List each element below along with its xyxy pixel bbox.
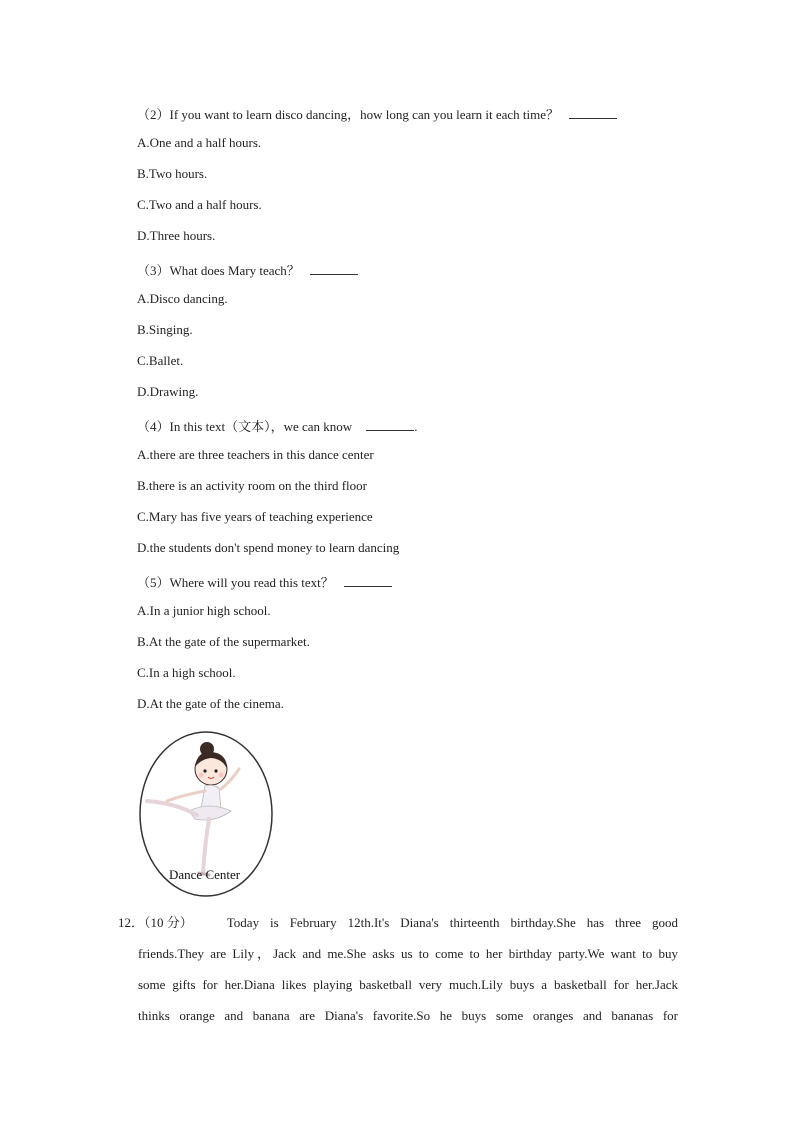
question-5-stem: （5）Where will you read this text？ (137, 572, 392, 591)
question-number: 12．（10 分） (118, 915, 193, 930)
question-12 (118, 914, 678, 1038)
option-c[interactable]: C.Ballet. (137, 353, 184, 368)
option-a[interactable]: A.In a junior high school. (137, 603, 271, 618)
dance-center-logo (139, 731, 273, 897)
answer-blank[interactable] (569, 108, 617, 119)
option-b[interactable]: B.there is an activity room on the third floor (137, 478, 367, 493)
question-4-stem: （4）In this text（文本），we can know . (137, 419, 418, 434)
passage-text: Today is February 12th.It's Diana's thirteenth birthday.She has three good (226, 915, 678, 930)
option-c[interactable]: C.Mary has five years of teaching experience (137, 509, 373, 524)
option-a[interactable]: A.One and a half hours. (137, 135, 262, 150)
option-d[interactable]: D.Drawing. (137, 384, 199, 399)
option-d[interactable]: D.the students don't spend money to learn dancing (137, 540, 400, 555)
option-d[interactable]: D.Three hours. (137, 228, 216, 243)
option-b[interactable]: B.Two hours. (137, 166, 208, 181)
option-c[interactable]: C.In a high school. (137, 665, 236, 680)
option-d[interactable]: D.At the gate of the cinema. (137, 696, 284, 711)
option-c[interactable]: C.Two and a half hours. (137, 197, 262, 212)
question-3-stem: （3）What does Mary teach？ (137, 260, 358, 279)
option-b[interactable]: B.Singing. (137, 322, 193, 337)
passage-line: thinks orange and banana are Diana's favorite.So he buys some oranges and bananas for (138, 1008, 678, 1023)
question-2-stem: （2）If you want to learn disco dancing，how long can you learn it each time？ (137, 104, 617, 123)
answer-blank[interactable] (344, 576, 392, 587)
option-b[interactable]: B.At the gate of the supermarket. (137, 634, 310, 649)
logo-caption: Dance Center (169, 867, 241, 882)
answer-blank[interactable] (366, 420, 414, 431)
option-a[interactable]: A.there are three teachers in this dance center (137, 447, 374, 462)
answer-blank[interactable] (310, 264, 358, 275)
passage-line: some gifts for her.Diana likes playing basketball very much.Lily buys a basketball for her.Jack (138, 977, 678, 992)
option-a[interactable]: A.Disco dancing. (137, 291, 228, 306)
passage-line: friends.They are Lily，Jack and me.She asks us to come to her birthday party.We want to buy (138, 946, 678, 961)
passage-line (118, 914, 678, 945)
